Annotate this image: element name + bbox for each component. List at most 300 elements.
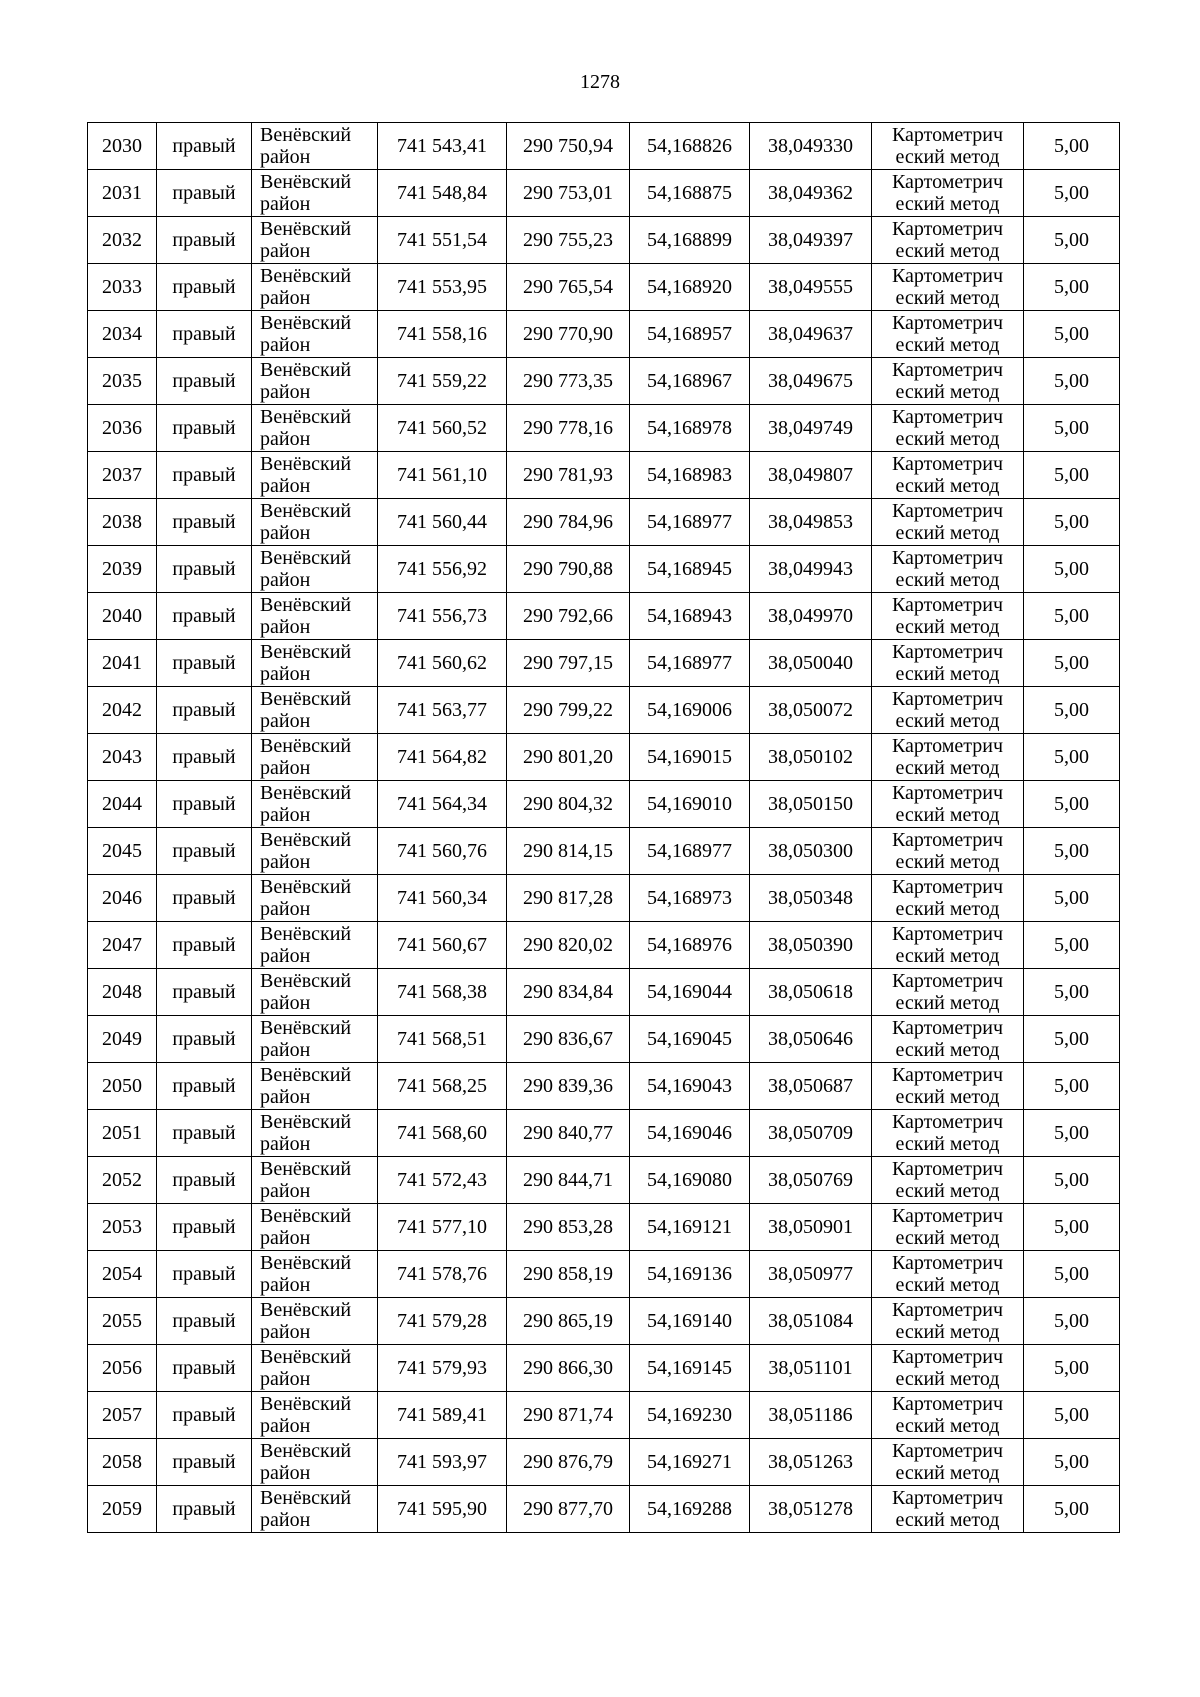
- point-number-cell: 2036: [88, 405, 157, 452]
- method-cell-line: Картометрич: [891, 876, 1004, 898]
- latitude-cell: 54,168978: [630, 405, 750, 452]
- table-row: [88, 1110, 1120, 1157]
- coord-x-cell: 741 551,54: [378, 217, 507, 264]
- coord-x-cell: 741 578,76: [378, 1251, 507, 1298]
- accuracy-cell: 5,00: [1024, 640, 1120, 687]
- accuracy-cell: 5,00: [1024, 1439, 1120, 1486]
- coord-y-cell: 290 792,66: [507, 593, 630, 640]
- coordinates-table: [87, 122, 1120, 1533]
- district-cell-line: район: [260, 1227, 311, 1249]
- bank-cell: правый: [157, 640, 252, 687]
- district-cell-line: Венёвский: [260, 594, 352, 616]
- bank-cell: правый: [157, 875, 252, 922]
- bank-cell: правый: [157, 358, 252, 405]
- coord-y-cell: 290 804,32: [507, 781, 630, 828]
- method-cell-line: еский метод: [895, 757, 1000, 779]
- method-cell-line: Картометрич: [891, 735, 1004, 757]
- latitude-cell: 54,169045: [630, 1016, 750, 1063]
- district-cell-line: район: [260, 663, 311, 685]
- method-cell-line: Картометрич: [891, 500, 1004, 522]
- district-cell: [252, 1298, 378, 1345]
- coord-y-cell: 290 773,35: [507, 358, 630, 405]
- accuracy-cell: 5,00: [1024, 1251, 1120, 1298]
- district-cell: [252, 311, 378, 358]
- method-cell-line: еский метод: [895, 804, 1000, 826]
- method-cell: [872, 734, 1024, 781]
- method-cell-line: Картометрич: [891, 641, 1004, 663]
- latitude-cell: 54,169015: [630, 734, 750, 781]
- latitude-cell: 54,169145: [630, 1345, 750, 1392]
- district-cell-line: район: [260, 381, 311, 403]
- district-cell: [252, 358, 378, 405]
- latitude-cell: 54,169140: [630, 1298, 750, 1345]
- district-cell: [252, 1110, 378, 1157]
- coord-y-cell: 290 778,16: [507, 405, 630, 452]
- table-row: [88, 1298, 1120, 1345]
- latitude-cell: 54,169044: [630, 969, 750, 1016]
- longitude-cell: 38,049675: [750, 358, 872, 405]
- table-row: [88, 123, 1120, 170]
- method-cell-line: еский метод: [895, 616, 1000, 638]
- coord-x-cell: 741 553,95: [378, 264, 507, 311]
- method-cell: [872, 1204, 1024, 1251]
- longitude-cell: 38,051186: [750, 1392, 872, 1439]
- latitude-cell: 54,169043: [630, 1063, 750, 1110]
- method-cell-line: Картометрич: [891, 124, 1004, 146]
- latitude-cell: 54,168875: [630, 170, 750, 217]
- method-cell-line: еский метод: [895, 710, 1000, 732]
- point-number-cell: 2035: [88, 358, 157, 405]
- coord-x-cell: 741 568,51: [378, 1016, 507, 1063]
- district-cell: [252, 828, 378, 875]
- longitude-cell: 38,049970: [750, 593, 872, 640]
- district-cell: [252, 1204, 378, 1251]
- method-cell-line: еский метод: [895, 663, 1000, 685]
- coord-y-cell: 290 770,90: [507, 311, 630, 358]
- coord-x-cell: 741 556,73: [378, 593, 507, 640]
- accuracy-cell: 5,00: [1024, 217, 1120, 264]
- coord-x-cell: 741 568,25: [378, 1063, 507, 1110]
- method-cell: [872, 828, 1024, 875]
- longitude-cell: 38,050977: [750, 1251, 872, 1298]
- longitude-cell: 38,050687: [750, 1063, 872, 1110]
- bank-cell: правый: [157, 123, 252, 170]
- longitude-cell: 38,050390: [750, 922, 872, 969]
- point-number-cell: 2054: [88, 1251, 157, 1298]
- table-row: [88, 546, 1120, 593]
- method-cell: [872, 405, 1024, 452]
- method-cell: [872, 217, 1024, 264]
- district-cell-line: Венёвский: [260, 1111, 352, 1133]
- district-cell-line: район: [260, 757, 311, 779]
- bank-cell: правый: [157, 1110, 252, 1157]
- table-body: [88, 123, 1120, 1533]
- table-row: [88, 922, 1120, 969]
- method-cell-line: Картометрич: [891, 829, 1004, 851]
- method-cell: [872, 264, 1024, 311]
- longitude-cell: 38,049362: [750, 170, 872, 217]
- latitude-cell: 54,168976: [630, 922, 750, 969]
- accuracy-cell: 5,00: [1024, 875, 1120, 922]
- method-cell: [872, 593, 1024, 640]
- method-cell: [872, 452, 1024, 499]
- point-number-cell: 2040: [88, 593, 157, 640]
- bank-cell: правый: [157, 1157, 252, 1204]
- district-cell: [252, 452, 378, 499]
- method-cell: [872, 1016, 1024, 1063]
- accuracy-cell: 5,00: [1024, 1110, 1120, 1157]
- accuracy-cell: 5,00: [1024, 1063, 1120, 1110]
- bank-cell: правый: [157, 828, 252, 875]
- coord-y-cell: 290 840,77: [507, 1110, 630, 1157]
- method-cell-line: Картометрич: [891, 1440, 1004, 1462]
- coord-x-cell: 741 558,16: [378, 311, 507, 358]
- method-cell-line: еский метод: [895, 287, 1000, 309]
- accuracy-cell: 5,00: [1024, 593, 1120, 640]
- method-cell-line: еский метод: [895, 381, 1000, 403]
- district-cell-line: Венёвский: [260, 876, 352, 898]
- latitude-cell: 54,169080: [630, 1157, 750, 1204]
- coord-y-cell: 290 820,02: [507, 922, 630, 969]
- latitude-cell: 54,168983: [630, 452, 750, 499]
- method-cell-line: Картометрич: [891, 1252, 1004, 1274]
- district-cell-line: район: [260, 475, 311, 497]
- method-cell-line: еский метод: [895, 240, 1000, 262]
- method-cell-line: Картометрич: [891, 1299, 1004, 1321]
- longitude-cell: 38,049853: [750, 499, 872, 546]
- method-cell-line: Картометрич: [891, 1346, 1004, 1368]
- district-cell-line: район: [260, 804, 311, 826]
- table-row: [88, 217, 1120, 264]
- district-cell-line: район: [260, 898, 311, 920]
- point-number-cell: 2033: [88, 264, 157, 311]
- method-cell-line: Картометрич: [891, 1158, 1004, 1180]
- table-row: [88, 1016, 1120, 1063]
- point-number-cell: 2032: [88, 217, 157, 264]
- district-cell-line: район: [260, 428, 311, 450]
- method-cell-line: еский метод: [895, 1180, 1000, 1202]
- district-cell-line: Венёвский: [260, 171, 352, 193]
- district-cell: [252, 217, 378, 264]
- method-cell-line: Картометрич: [891, 453, 1004, 475]
- method-cell-line: еский метод: [895, 1415, 1000, 1437]
- district-cell: [252, 593, 378, 640]
- bank-cell: правый: [157, 1204, 252, 1251]
- method-cell-line: еский метод: [895, 851, 1000, 873]
- district-cell-line: район: [260, 1180, 311, 1202]
- table-row: [88, 1345, 1120, 1392]
- method-cell-line: Картометрич: [891, 406, 1004, 428]
- method-cell-line: еский метод: [895, 1462, 1000, 1484]
- district-cell-line: район: [260, 1415, 311, 1437]
- method-cell: [872, 1063, 1024, 1110]
- method-cell-line: Картометрич: [891, 265, 1004, 287]
- accuracy-cell: 5,00: [1024, 358, 1120, 405]
- point-number-cell: 2049: [88, 1016, 157, 1063]
- longitude-cell: 38,050102: [750, 734, 872, 781]
- latitude-cell: 54,168977: [630, 640, 750, 687]
- coord-x-cell: 741 561,10: [378, 452, 507, 499]
- latitude-cell: 54,168973: [630, 875, 750, 922]
- district-cell: [252, 1439, 378, 1486]
- district-cell-line: район: [260, 240, 311, 262]
- table-row: [88, 828, 1120, 875]
- method-cell-line: Картометрич: [891, 970, 1004, 992]
- point-number-cell: 2034: [88, 311, 157, 358]
- district-cell-line: район: [260, 1133, 311, 1155]
- method-cell: [872, 922, 1024, 969]
- latitude-cell: 54,169046: [630, 1110, 750, 1157]
- point-number-cell: 2052: [88, 1157, 157, 1204]
- method-cell-line: еский метод: [895, 992, 1000, 1014]
- coord-x-cell: 741 560,44: [378, 499, 507, 546]
- method-cell-line: Картометрич: [891, 359, 1004, 381]
- coord-y-cell: 290 839,36: [507, 1063, 630, 1110]
- district-cell-line: Венёвский: [260, 218, 352, 240]
- coord-y-cell: 290 797,15: [507, 640, 630, 687]
- method-cell-line: еский метод: [895, 146, 1000, 168]
- point-number-cell: 2048: [88, 969, 157, 1016]
- method-cell: [872, 1110, 1024, 1157]
- district-cell: [252, 1251, 378, 1298]
- district-cell-line: район: [260, 1509, 311, 1531]
- bank-cell: правый: [157, 1298, 252, 1345]
- district-cell-line: Венёвский: [260, 359, 352, 381]
- bank-cell: правый: [157, 687, 252, 734]
- longitude-cell: 38,051084: [750, 1298, 872, 1345]
- coord-x-cell: 741 560,62: [378, 640, 507, 687]
- method-cell-line: еский метод: [895, 898, 1000, 920]
- method-cell-line: Картометрич: [891, 1111, 1004, 1133]
- district-cell-line: Венёвский: [260, 312, 352, 334]
- coord-y-cell: 290 871,74: [507, 1392, 630, 1439]
- table-row: [88, 1392, 1120, 1439]
- district-cell: [252, 1063, 378, 1110]
- coord-y-cell: 290 844,71: [507, 1157, 630, 1204]
- method-cell-line: Картометрич: [891, 218, 1004, 240]
- latitude-cell: 54,169271: [630, 1439, 750, 1486]
- coord-x-cell: 741 593,97: [378, 1439, 507, 1486]
- coord-x-cell: 741 568,38: [378, 969, 507, 1016]
- coord-x-cell: 741 579,28: [378, 1298, 507, 1345]
- point-number-cell: 2030: [88, 123, 157, 170]
- longitude-cell: 38,050618: [750, 969, 872, 1016]
- bank-cell: правый: [157, 1392, 252, 1439]
- district-cell-line: Венёвский: [260, 641, 352, 663]
- district-cell-line: район: [260, 146, 311, 168]
- method-cell: [872, 640, 1024, 687]
- method-cell-line: еский метод: [895, 569, 1000, 591]
- method-cell-line: Картометрич: [891, 1205, 1004, 1227]
- table-row: [88, 1204, 1120, 1251]
- point-number-cell: 2042: [88, 687, 157, 734]
- method-cell-line: Картометрич: [891, 688, 1004, 710]
- method-cell: [872, 1486, 1024, 1533]
- coord-y-cell: 290 765,54: [507, 264, 630, 311]
- coord-y-cell: 290 790,88: [507, 546, 630, 593]
- bank-cell: правый: [157, 405, 252, 452]
- longitude-cell: 38,049555: [750, 264, 872, 311]
- district-cell-line: Венёвский: [260, 923, 352, 945]
- bank-cell: правый: [157, 969, 252, 1016]
- longitude-cell: 38,049749: [750, 405, 872, 452]
- district-cell: [252, 1016, 378, 1063]
- district-cell-line: Венёвский: [260, 124, 352, 146]
- point-number-cell: 2045: [88, 828, 157, 875]
- district-cell: [252, 1392, 378, 1439]
- district-cell: [252, 781, 378, 828]
- district-cell-line: район: [260, 287, 311, 309]
- district-cell-line: Венёвский: [260, 1393, 352, 1415]
- bank-cell: правый: [157, 170, 252, 217]
- method-cell: [872, 1439, 1024, 1486]
- bank-cell: правый: [157, 1251, 252, 1298]
- table-row: [88, 969, 1120, 1016]
- district-cell-line: Венёвский: [260, 1252, 352, 1274]
- district-cell-line: район: [260, 616, 311, 638]
- method-cell-line: Картометрич: [891, 312, 1004, 334]
- table-row: [88, 1157, 1120, 1204]
- coord-y-cell: 290 858,19: [507, 1251, 630, 1298]
- coord-x-cell: 741 568,60: [378, 1110, 507, 1157]
- longitude-cell: 38,051278: [750, 1486, 872, 1533]
- table-row: [88, 405, 1120, 452]
- district-cell: [252, 170, 378, 217]
- district-cell-line: Венёвский: [260, 735, 352, 757]
- method-cell: [872, 123, 1024, 170]
- district-cell: [252, 687, 378, 734]
- district-cell-line: Венёвский: [260, 500, 352, 522]
- bank-cell: правый: [157, 311, 252, 358]
- coord-y-cell: 290 814,15: [507, 828, 630, 875]
- district-cell-line: район: [260, 569, 311, 591]
- method-cell: [872, 781, 1024, 828]
- table-row: [88, 1063, 1120, 1110]
- page-number: 1278: [580, 71, 620, 93]
- district-cell-line: район: [260, 1368, 311, 1390]
- coord-y-cell: 290 853,28: [507, 1204, 630, 1251]
- accuracy-cell: 5,00: [1024, 1345, 1120, 1392]
- district-cell: [252, 969, 378, 1016]
- point-number-cell: 2051: [88, 1110, 157, 1157]
- point-number-cell: 2058: [88, 1439, 157, 1486]
- point-number-cell: 2055: [88, 1298, 157, 1345]
- point-number-cell: 2047: [88, 922, 157, 969]
- coord-y-cell: 290 799,22: [507, 687, 630, 734]
- district-cell-line: Венёвский: [260, 1064, 352, 1086]
- latitude-cell: 54,168945: [630, 546, 750, 593]
- coord-x-cell: 741 564,82: [378, 734, 507, 781]
- district-cell-line: Венёвский: [260, 1017, 352, 1039]
- point-number-cell: 2039: [88, 546, 157, 593]
- table-row: [88, 734, 1120, 781]
- accuracy-cell: 5,00: [1024, 264, 1120, 311]
- district-cell: [252, 1157, 378, 1204]
- longitude-cell: 38,050348: [750, 875, 872, 922]
- accuracy-cell: 5,00: [1024, 1204, 1120, 1251]
- point-number-cell: 2056: [88, 1345, 157, 1392]
- method-cell-line: еский метод: [895, 1368, 1000, 1390]
- longitude-cell: 38,050072: [750, 687, 872, 734]
- method-cell: [872, 687, 1024, 734]
- coord-x-cell: 741 560,34: [378, 875, 507, 922]
- method-cell: [872, 1157, 1024, 1204]
- latitude-cell: 54,168977: [630, 828, 750, 875]
- point-number-cell: 2044: [88, 781, 157, 828]
- accuracy-cell: 5,00: [1024, 1392, 1120, 1439]
- table-row: [88, 875, 1120, 922]
- method-cell-line: Картометрич: [891, 594, 1004, 616]
- coord-x-cell: 741 548,84: [378, 170, 507, 217]
- longitude-cell: 38,051263: [750, 1439, 872, 1486]
- method-cell-line: Картометрич: [891, 782, 1004, 804]
- accuracy-cell: 5,00: [1024, 452, 1120, 499]
- method-cell-line: еский метод: [895, 193, 1000, 215]
- accuracy-cell: 5,00: [1024, 969, 1120, 1016]
- district-cell-line: Венёвский: [260, 688, 352, 710]
- latitude-cell: 54,168957: [630, 311, 750, 358]
- table-row: [88, 1439, 1120, 1486]
- point-number-cell: 2059: [88, 1486, 157, 1533]
- coord-y-cell: 290 801,20: [507, 734, 630, 781]
- method-cell: [872, 358, 1024, 405]
- bank-cell: правый: [157, 734, 252, 781]
- bank-cell: правый: [157, 781, 252, 828]
- method-cell: [872, 499, 1024, 546]
- method-cell-line: еский метод: [895, 428, 1000, 450]
- method-cell-line: еский метод: [895, 1086, 1000, 1108]
- district-cell-line: Венёвский: [260, 1487, 352, 1509]
- latitude-cell: 54,168826: [630, 123, 750, 170]
- accuracy-cell: 5,00: [1024, 1157, 1120, 1204]
- accuracy-cell: 5,00: [1024, 123, 1120, 170]
- district-cell: [252, 640, 378, 687]
- coord-y-cell: 290 817,28: [507, 875, 630, 922]
- method-cell-line: Картометрич: [891, 547, 1004, 569]
- longitude-cell: 38,049330: [750, 123, 872, 170]
- coord-x-cell: 741 560,67: [378, 922, 507, 969]
- longitude-cell: 38,050769: [750, 1157, 872, 1204]
- table-row: [88, 170, 1120, 217]
- coord-y-cell: 290 784,96: [507, 499, 630, 546]
- longitude-cell: 38,049943: [750, 546, 872, 593]
- district-cell-line: район: [260, 1039, 311, 1061]
- coord-x-cell: 741 543,41: [378, 123, 507, 170]
- latitude-cell: 54,168977: [630, 499, 750, 546]
- district-cell-line: район: [260, 1274, 311, 1296]
- latitude-cell: 54,169010: [630, 781, 750, 828]
- bank-cell: правый: [157, 1439, 252, 1486]
- method-cell-line: еский метод: [895, 334, 1000, 356]
- method-cell: [872, 1392, 1024, 1439]
- latitude-cell: 54,168967: [630, 358, 750, 405]
- coord-y-cell: 290 866,30: [507, 1345, 630, 1392]
- district-cell-line: район: [260, 1462, 311, 1484]
- method-cell-line: еский метод: [895, 1039, 1000, 1061]
- method-cell-line: Картометрич: [891, 1017, 1004, 1039]
- coord-y-cell: 290 834,84: [507, 969, 630, 1016]
- accuracy-cell: 5,00: [1024, 922, 1120, 969]
- bank-cell: правый: [157, 1063, 252, 1110]
- longitude-cell: 38,050709: [750, 1110, 872, 1157]
- accuracy-cell: 5,00: [1024, 1298, 1120, 1345]
- longitude-cell: 38,051101: [750, 1345, 872, 1392]
- point-number-cell: 2057: [88, 1392, 157, 1439]
- accuracy-cell: 5,00: [1024, 1016, 1120, 1063]
- district-cell-line: Венёвский: [260, 453, 352, 475]
- bank-cell: правый: [157, 1345, 252, 1392]
- coord-y-cell: 290 865,19: [507, 1298, 630, 1345]
